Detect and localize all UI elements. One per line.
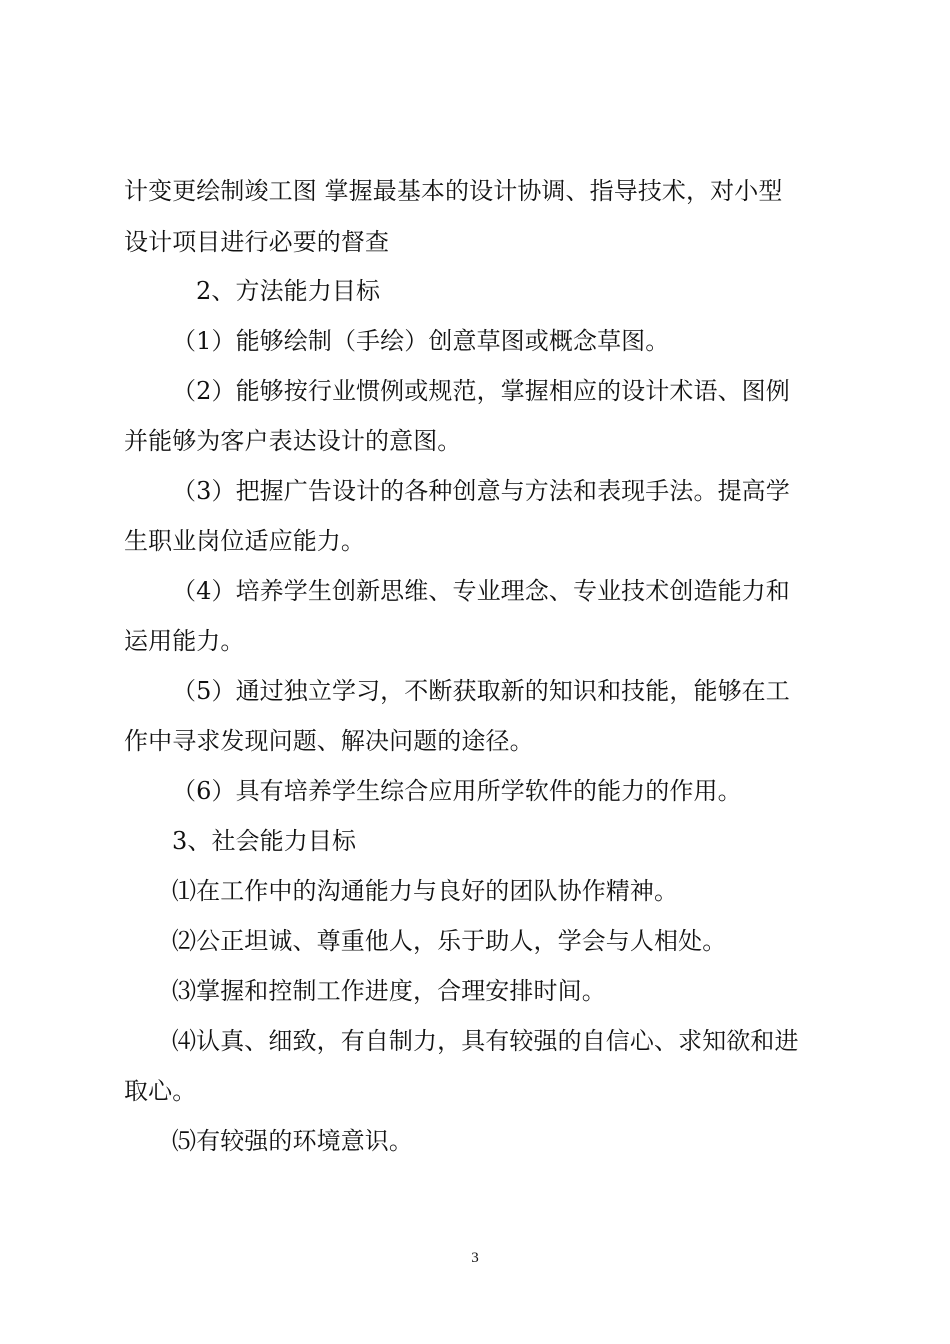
text-line: 并能够为客户表达设计的意图。 (124, 427, 462, 455)
text-line: （2）能够按行业惯例或规范，掌握相应的设计术语、图例 (172, 377, 790, 405)
text-line: （6）具有培养学生综合应用所学软件的能力的作用。 (172, 777, 742, 805)
text-line: 生职业岗位适应能力。 (124, 527, 365, 555)
text-line: 计变更绘制竣工图 掌握最基本的设计协调、指导技术，对小型 (124, 177, 783, 205)
text-line: （4）培养学生创新思维、专业理念、专业技术创造能力和 (172, 577, 790, 605)
text-line: ⑸有较强的环境意识。 (172, 1127, 413, 1155)
text-line: 运用能力。 (124, 627, 245, 655)
section-heading-method: 2、方法能力目标 (196, 277, 381, 305)
text-line: （3）把握广告设计的各种创意与方法和表现手法。提高学 (172, 477, 790, 505)
text-line: ⑵公正坦诚、尊重他人，乐于助人，学会与人相处。 (172, 927, 727, 955)
text-line: 取心。 (124, 1077, 197, 1105)
text-line: （1）能够绘制（手绘）创意草图或概念草图。 (172, 327, 670, 355)
text-line: （5）通过独立学习，不断获取新的知识和技能，能够在工 (172, 677, 790, 705)
text-line: 设计项目进行必要的督查 (124, 228, 390, 256)
text-line: ⑴在工作中的沟通能力与良好的团队协作精神。 (172, 877, 679, 905)
page-number: 3 (471, 1250, 479, 1266)
text-line: 作中寻求发现问题、解决问题的途径。 (124, 727, 534, 755)
section-heading-social: 3、社会能力目标 (172, 827, 357, 855)
text-line: ⑶掌握和控制工作进度，合理安排时间。 (172, 977, 606, 1005)
text-line: ⑷认真、细致，有自制力，具有较强的自信心、求知欲和进 (172, 1027, 799, 1055)
